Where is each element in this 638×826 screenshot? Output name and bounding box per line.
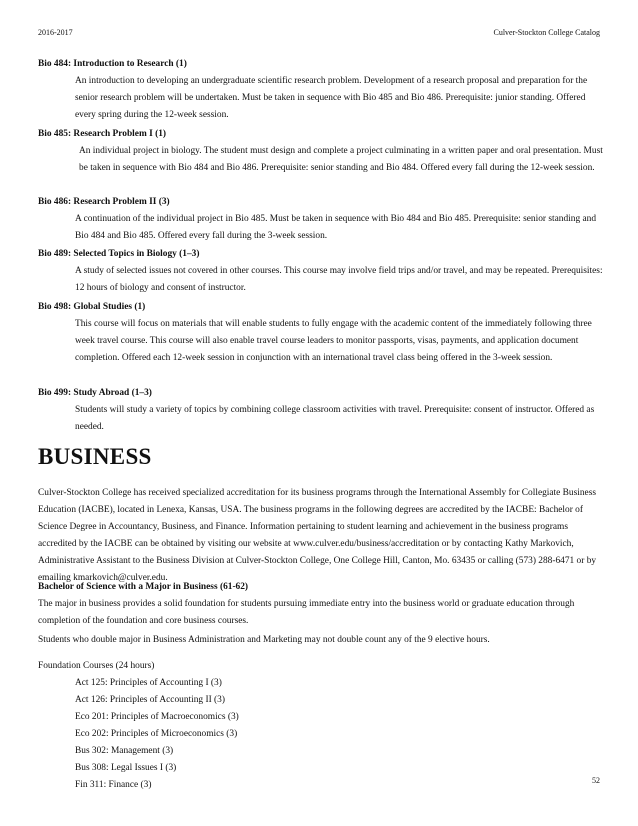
list-item: Act 126: Principles of Accounting II (3) (75, 695, 225, 705)
list-item: Bus 302: Management (3) (75, 746, 174, 756)
running-header-title: Culver-Stockton College Catalog (493, 28, 600, 37)
list-item: Fin 311: Finance (3) (75, 780, 152, 790)
course-title: Bio 489: Selected Topics in Biology (1–3) (38, 249, 200, 259)
course-entry-bio-485 (38, 126, 604, 177)
major-heading: Bachelor of Science with a Major in Business (61-62) (38, 582, 249, 592)
foundation-heading: Foundation Courses (24 hours) (38, 661, 155, 671)
running-header-year: 2016-2017 (38, 28, 73, 37)
list-item: Bus 308: Legal Issues I (3) (75, 763, 177, 773)
section-heading-business: BUSINESS (38, 444, 152, 469)
course-entry-bio-498 (38, 299, 604, 367)
list-item: Eco 201: Principles of Macroeconomics (3) (75, 712, 239, 722)
major-block (38, 579, 604, 630)
page-number: 52 (592, 776, 600, 785)
accreditation-paragraph: Culver-Stockton College has received specialized accreditation for its business programs through the International Assembly for Collegiate Business Education (IACBE), located in Lenexa, Kansas, USA. The business programs in the following degrees are accredited by the IACBE: Bachelor of Science Degree in Accountancy, Business, and Finance. Information pertaining to student learning and achievement in the business programs accredited by the IACBE can be obtained by visiting our website at www.culver.edu/business/accreditation or by contacting Kathy Markovich, Administrative Assistant to the Business Division at Culver-Stockton College, One College Hill, Canton, Mo. 63435 or calling (573) 288-6471 or by emailing kmarkovich@culver.edu. (38, 488, 597, 583)
course-entry-bio-499 (38, 385, 604, 436)
course-description: This course will focus on materials that will enable students to fully engage with the academic content of the immediately following three week travel course. This course will also enable travel course leaders to monitor passports, visas, payments, and application document completion. Offered each 12-week session in conjunction with an international travel class being offered in the 3-week session. (75, 319, 592, 363)
course-description: Students will study a variety of topics by combining college classroom activities with travel. Prerequisite: consent of instructor. Offered as needed. (75, 405, 595, 432)
course-entry-bio-486 (38, 194, 604, 245)
course-entry-bio-484 (38, 56, 604, 124)
course-description: An introduction to developing an undergraduate scientific research problem. Development of a research proposal and preparation for the senior research problem will be undertaken. Must be taken in sequence with Bio 485 and Bio 486. Prerequisite: junior standing. Offered every spring during the 12-week session. (75, 76, 588, 120)
foundation-courses-block (38, 658, 239, 794)
course-description: A study of selected issues not covered in other courses. This course may involve field trips and/or travel, and may be repeated. Prerequisites: 12 hours of biology and consent of instructor. (75, 266, 603, 293)
course-title: Bio 498: Global Studies (1) (38, 302, 146, 312)
double-major-note: Students who double major in Business Administration and Marketing may not double count any of the 9 elective hours. (38, 635, 490, 645)
course-title: Bio 485: Research Problem I (1) (38, 129, 167, 139)
course-entry-bio-489 (38, 246, 604, 297)
course-description: An individual project in biology. The student must design and complete a project culminating in a written paper and oral presentation. Must be taken in sequence with Bio 484 and Bio 486. Prerequisite: senior standing and Bio 484. Offered every fall during the 12-week session. (79, 146, 603, 173)
major-description: The major in business provides a solid foundation for students pursuing immediate entry into the business world or graduate education through completion of the foundation and core business courses. (38, 599, 575, 626)
course-description: A continuation of the individual project in Bio 485. Must be taken in sequence with Bio 484 and Bio 485. Prerequisite: senior standing and Bio 484 and Bio 485. Offered every fall during the 3-week session. (75, 214, 597, 241)
list-item: Act 125: Principles of Accounting I (3) (75, 678, 222, 688)
course-title: Bio 499: Study Abroad (1–3) (38, 388, 152, 398)
course-title: Bio 486: Research Problem II (3) (38, 197, 170, 207)
list-item: Eco 202: Principles of Microeconomics (3) (75, 729, 238, 739)
foundation-course-list (38, 675, 239, 794)
course-title: Bio 484: Introduction to Research (1) (38, 59, 187, 69)
